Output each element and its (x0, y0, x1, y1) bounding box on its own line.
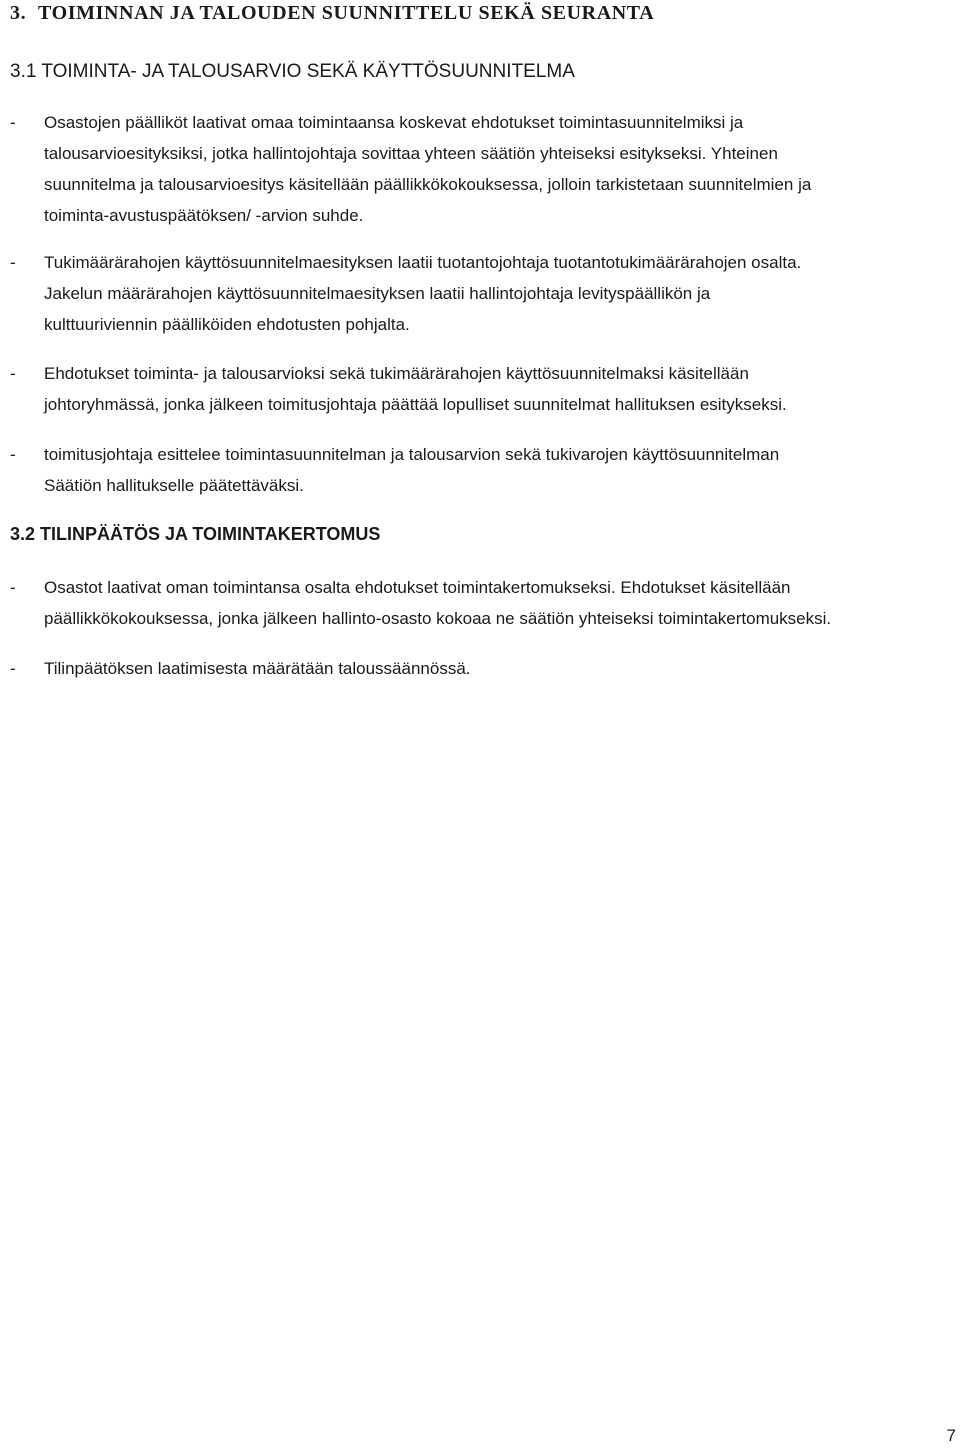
text-line: Jakelun määrärahojen käyttösuunnitelmaesityksen laatii hallintojohtaja levityspäällikön ja (44, 284, 711, 303)
section-3-1-heading: 3.1 TOIMINTA- JA TALOUSARVIO SEKÄ KÄYTTÖSUUNNITELMA (10, 61, 575, 82)
main-heading-title: TOIMINNAN JA TALOUDEN SUUNNITTELU SEKÄ SEURANTA (38, 2, 655, 24)
list-item-text (44, 107, 958, 231)
text-line: Säätiön hallitukselle päätettäväksi. (44, 476, 304, 495)
text-line: suunnitelma ja talousarvioesitys käsitellään päällikkökokouksessa, jolloin tarkistetaan suunnitelmien ja (44, 175, 812, 194)
text-line: toimitusjohtaja esittelee toimintasuunnitelman ja talousarvion sekä tukivarojen käyttösuunnitelman (44, 445, 780, 464)
text-line: kulttuuriviennin päälliköiden ehdotusten pohjalta. (44, 315, 410, 334)
list-item (10, 358, 958, 420)
list-item (10, 107, 958, 231)
main-heading (10, 2, 654, 25)
list-bullet: - (10, 253, 16, 272)
page-number: 7 (946, 1426, 956, 1445)
list-item (10, 572, 958, 634)
list-bullet: - (10, 578, 16, 597)
text-line: päällikkökokouksessa, jonka jälkeen hallinto-osasto kokoaa ne säätiön yhteiseksi toimintakertomukseksi. (44, 609, 832, 628)
text-line: Tilinpäätöksen laatimisesta määrätään taloussäännössä. (44, 659, 471, 678)
list-bullet: - (10, 445, 16, 464)
list-item-text (44, 358, 958, 420)
list-item (10, 653, 958, 684)
list-item-text (44, 653, 958, 684)
text-line: Tukimäärärahojen käyttösuunnitelmaesityksen laatii tuotantojohtaja tuotantotukimäärärahojen osalta. (44, 253, 802, 272)
list-item-text (44, 247, 958, 340)
text-line: johtoryhmässä, jonka jälkeen toimitusjohtaja päättää lopulliset suunnitelmat hallituksen esitykseksi. (44, 395, 787, 414)
list-bullet: - (10, 113, 16, 132)
text-line: talousarvioesityksiksi, jotka hallintojohtaja sovittaa yhteen säätiön yhteiseksi esitykseksi. Yhteinen (44, 144, 778, 163)
list-bullet: - (10, 364, 16, 383)
text-line: Osastojen päälliköt laativat omaa toimintaansa koskevat ehdotukset toimintasuunnitelmiksi ja (44, 113, 744, 132)
list-item (10, 439, 958, 501)
list-item-text (44, 439, 958, 501)
text-line: Osastot laativat oman toimintansa osalta ehdotukset toimintakertomukseksi. Ehdotukset käsitellään (44, 578, 791, 597)
main-heading-number: 3. (10, 2, 27, 24)
list-item (10, 247, 958, 340)
text-line: Ehdotukset toiminta- ja talousarvioksi sekä tukimäärärahojen käyttösuunnitelmaksi käsitellään (44, 364, 749, 383)
list-bullet: - (10, 659, 16, 678)
text-line: toiminta-avustuspäätöksen/ -arvion suhde. (44, 206, 364, 225)
section-3-2-heading: 3.2 TILINPÄÄTÖS JA TOIMINTAKERTOMUS (10, 524, 381, 544)
list-item-text (44, 572, 958, 634)
